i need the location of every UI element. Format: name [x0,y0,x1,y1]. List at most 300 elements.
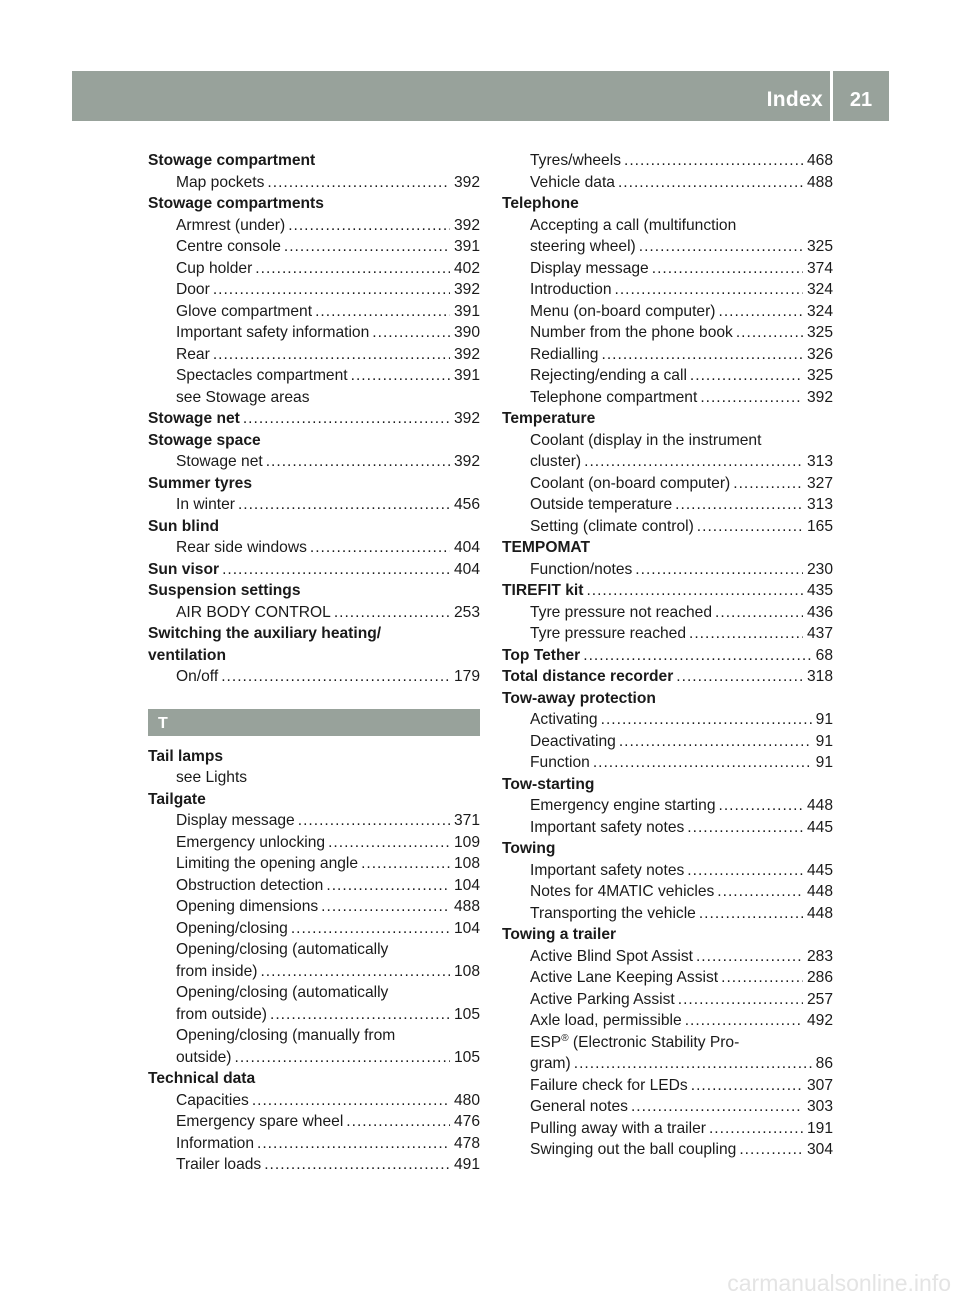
entry-text: Opening dimensions [176,898,319,915]
dot-leader [639,236,803,258]
index-subentry-text: see Lights [176,769,248,786]
dot-leader [221,666,450,688]
entry-text: Important safety information [176,324,370,341]
entry-text: Spectacles compartment [176,367,348,384]
page-reference: 104 [453,919,480,937]
index-subentry [148,365,480,387]
entry-text: Door [176,281,210,298]
entry-text: Obstruction detection [176,876,324,894]
index-subentry [148,215,480,237]
page-reference: 327 [806,474,833,492]
index-subentry [502,903,833,925]
index-subentry [148,451,480,473]
dot-leader [719,795,803,817]
entry-text: Sun visor [148,560,220,578]
page-reference: 478 [453,1134,480,1152]
index-heading: Suspension settings [148,582,301,599]
entry-text: Tyres/wheels [530,152,621,169]
entry-text: Deactivating [530,732,616,750]
entry-text: cluster) [530,453,582,470]
dot-leader [675,494,803,516]
index-subentry [148,344,480,366]
dot-leader [586,580,803,602]
entry-text: Failure check for LEDs [530,1076,688,1094]
index-subentry [148,896,480,918]
page-reference: 109 [453,833,480,851]
dot-leader [699,903,803,925]
index-subentry [502,881,833,903]
index-subentry [502,752,833,774]
dot-leader [697,516,803,538]
page-reference: 402 [453,259,480,277]
index-subentry [502,602,833,624]
index-subentry [148,322,480,344]
index-heading: Stowage space [148,431,261,449]
dot-leader [619,731,812,753]
page-reference: 286 [806,969,833,986]
dot-leader [689,623,803,645]
entry-text: Redialling [530,345,599,363]
index-subentry [148,537,480,559]
page-reference: 325 [806,367,833,384]
page-reference: 374 [806,259,833,277]
page-reference: 437 [806,625,833,642]
entry-text: Armrest (under) [176,216,286,234]
registered-mark: ® [561,1032,569,1044]
index-subentry [148,1047,480,1069]
index-subentry [502,365,833,387]
entry-text: Emergency spare wheel [176,1113,344,1130]
dot-leader [601,709,812,731]
index-subentry [148,853,480,875]
page-reference: 371 [453,812,480,829]
dot-leader [255,258,450,280]
page-reference: 68 [815,646,833,664]
page-reference: 104 [453,876,480,894]
index-heading-entry [148,559,480,581]
index-subentry [148,279,480,301]
page-number: 21 [849,89,873,111]
dot-leader [635,559,803,581]
entry-text: outside) [176,1048,232,1066]
page-reference: 391 [453,367,480,384]
dot-leader [213,344,450,366]
index-subentry [502,451,833,473]
page-reference: 91 [815,732,833,750]
index-subentry [148,1004,480,1026]
dot-leader [252,1090,450,1112]
index-subentry [148,918,480,940]
index-subentry [502,989,833,1011]
entry-text: Telephone compartment [530,388,698,406]
entry-text: Rejecting/ending a call [530,367,687,384]
entry-text: Information [176,1134,255,1152]
entry-text: Display message [530,259,649,277]
dot-leader [321,896,450,918]
page-reference: 230 [806,560,833,578]
entry-text: Transporting the vehicle [530,904,696,922]
entry-text: Axle load, permissible [530,1012,682,1029]
dot-leader [260,961,450,983]
index-subentry [502,387,833,409]
dot-leader [270,1004,450,1026]
page-reference: 391 [453,302,480,320]
dot-leader [238,494,450,516]
page-reference: 105 [453,1005,480,1023]
index-subentry-text: Coolant (display in the instrument [530,431,762,449]
index-subentry [502,279,833,301]
entry-text: General notes [530,1098,628,1115]
dot-leader [601,344,802,366]
dot-leader [691,1075,803,1097]
dot-leader [328,832,450,854]
page-reference: 307 [806,1076,833,1094]
index-subentry [502,817,833,839]
page-reference: 404 [453,539,480,556]
page-reference: 435 [806,582,833,599]
dot-leader [234,1047,449,1069]
index-subentry [502,150,833,172]
index-column-left [148,150,480,1176]
index-heading: Sun blind [148,517,220,535]
index-heading-entry [148,408,480,430]
dot-leader [690,365,803,387]
page-reference: 488 [453,898,480,915]
index-subentry-text: Opening/closing (manually from [176,1027,396,1044]
index-heading: Tailgate [148,790,206,808]
page-reference: 392 [453,345,480,363]
dot-leader [739,1139,803,1161]
dot-leader [266,451,450,473]
entry-text: Tyre pressure not reached [530,603,713,621]
entry-text: Opening/closing [176,919,288,937]
page-reference: 392 [453,281,480,298]
index-heading: TEMPOMAT [502,539,591,556]
entry-text: Introduction [530,281,612,298]
page-reference: 392 [453,453,480,470]
entry-text: Cup holder [176,259,253,277]
page-reference: 326 [806,345,833,363]
dot-leader [574,1053,812,1075]
entry-text: Activating [530,711,598,728]
page-header [72,71,889,121]
entry-text: gram) [530,1055,571,1072]
page-reference: 313 [806,496,833,513]
entry-text: Centre console [176,238,281,255]
dot-leader [361,853,450,875]
entry-text: Top Tether [502,646,581,664]
entry-text: ESP [530,1033,562,1051]
entry-text: Rear [176,345,210,363]
dot-leader [334,602,450,624]
index-subentry [148,602,480,624]
page-reference: 392 [806,388,833,406]
page-reference: 179 [453,668,480,685]
index-column-right [502,150,833,1161]
index-subentry [502,172,833,194]
entry-text: Important safety notes [530,861,685,879]
page-reference: 404 [453,560,480,578]
page-reference: 313 [806,453,833,470]
entry-text: Coolant (on-board computer) [530,474,731,492]
dot-leader [288,215,450,237]
entry-text: Active Lane Keeping Assist [530,969,719,986]
entry-text: Trailer loads [176,1156,262,1173]
dot-leader [700,387,803,409]
index-subentry [502,967,833,989]
entry-text: Emergency engine starting [530,797,716,814]
page-reference: 390 [453,324,480,341]
entry-text: Rear side windows [176,539,307,556]
index-heading: Stowage compartment [148,152,316,169]
page-reference: 488 [806,173,833,191]
page-reference: 392 [453,216,480,234]
index-heading: Towing [502,840,556,857]
page-reference: 391 [453,238,480,255]
entry-text: Emergency unlocking [176,833,326,851]
entry-text: from inside) [176,962,258,980]
index-subentry [502,494,833,516]
page-reference: 325 [806,238,833,255]
dot-leader [310,537,450,559]
dot-leader [264,1154,450,1176]
index-heading: Tow-away protection [502,689,656,707]
entry-text: Function [530,754,590,771]
page-reference: 468 [806,152,833,169]
index-subentry-text: Opening/closing (automatically [176,941,389,958]
index-subentry [148,810,480,832]
entry-text: Outside temperature [530,496,673,513]
index-subentry-text [502,1032,833,1054]
entry-text: steering wheel) [530,238,636,255]
page-reference: 191 [806,1119,833,1137]
dot-leader [709,1118,803,1140]
header-section-title: Index [766,88,823,111]
page-reference: 492 [806,1012,833,1029]
entry-text: Important safety notes [530,818,685,836]
page-reference: 476 [453,1113,480,1130]
index-subentry [502,1139,833,1161]
entry-text: Stowage net [148,410,240,427]
entry-text: Setting (climate control) [530,517,694,535]
index-heading: Telephone [502,195,579,212]
index-subentry-text: see Stowage areas [176,388,310,406]
index-subentry [502,623,833,645]
page-reference: 448 [806,904,833,922]
index-heading-entry [502,666,833,688]
page-reference: 324 [806,302,833,320]
dot-leader [372,322,450,344]
entry-text: TIREFIT kit [502,582,584,599]
index-subentry [148,301,480,323]
index-heading: Switching the auxiliary heating/ [148,625,382,642]
dot-leader [718,301,802,323]
page-reference: 91 [815,711,833,728]
index-subentry [502,946,833,968]
entry-text: On/off [176,668,219,685]
page-reference: 324 [806,281,833,298]
dot-leader [346,1111,450,1133]
index-subentry [148,236,480,258]
dot-leader [631,1096,803,1118]
index-subentry-text: Opening/closing (automatically [176,984,389,1001]
index-heading: Summer tyres [148,474,253,492]
dot-leader [243,408,450,430]
dot-leader [267,172,450,194]
entry-text: Vehicle data [530,173,615,191]
index-subentry [502,1053,833,1075]
dot-leader [717,881,803,903]
page-reference: 480 [453,1091,480,1109]
index-subentry [502,301,833,323]
page-reference: 491 [453,1156,480,1173]
page-reference: 448 [806,883,833,900]
page-reference: 91 [815,754,833,771]
dot-leader [685,1010,803,1032]
index-heading: ventilation [148,646,226,664]
entry-text: Pulling away with a trailer [530,1119,706,1137]
index-subentry [502,795,833,817]
index-subentry [502,1075,833,1097]
index-subentry [502,258,833,280]
entry-text: Total distance recorder [502,668,674,685]
entry-text: Active Blind Spot Assist [530,947,693,965]
entry-text: Stowage net [176,453,263,470]
entry-text: Function/notes [530,560,633,578]
watermark-text: carmanualsonline.info [727,1270,951,1296]
index-subentry [502,516,833,538]
index-heading: Technical data [148,1070,256,1087]
entry-text: Swinging out the ball coupling [530,1141,737,1158]
dot-leader [593,752,812,774]
dot-leader [696,946,803,968]
dot-leader [315,301,450,323]
page-reference: 253 [453,603,480,621]
page-reference: 257 [806,990,833,1008]
page-reference: 445 [806,818,833,836]
index-subentry [148,494,480,516]
entry-text: Capacities [176,1091,249,1109]
dot-leader [715,602,803,624]
dot-leader [298,810,450,832]
entry-text: Number from the phone book [530,324,733,341]
page-reference: 108 [453,855,480,872]
dot-leader [584,451,803,473]
index-subentry [148,1154,480,1176]
entry-text: Display message [176,812,295,829]
index-subentry [148,875,480,897]
index-heading: Tail lamps [148,747,224,765]
page-reference: 303 [806,1098,833,1115]
index-subentry [148,1090,480,1112]
dot-leader [222,559,450,581]
dot-leader [687,817,803,839]
index-subentry [502,322,833,344]
page-reference: 283 [806,947,833,965]
index-subentry [502,1010,833,1032]
index-subentry [502,731,833,753]
entry-text: Tyre pressure reached [530,625,687,642]
page-reference: 86 [815,1055,833,1072]
page-reference: 456 [453,496,480,513]
index-subentry [148,666,480,688]
page-reference: 448 [806,797,833,814]
section-letter-bar: T [148,709,480,736]
page-reference: 436 [806,603,833,621]
dot-leader [618,172,803,194]
dot-leader [721,967,803,989]
dot-leader [624,150,803,172]
index-subentry [148,1111,480,1133]
index-subentry [502,236,833,258]
index-subentry [502,344,833,366]
index-subentry [148,172,480,194]
dot-leader [583,645,811,667]
dot-leader [652,258,803,280]
entry-text: Map pockets [176,173,265,191]
page-reference: 392 [453,410,480,427]
dot-leader [291,918,450,940]
entry-text: Active Parking Assist [530,990,675,1008]
page-reference: 304 [806,1141,833,1158]
index-subentry [148,1133,480,1155]
dot-leader [678,989,803,1011]
entry-text-continued: (Electronic Stability Pro- [568,1033,740,1051]
entry-text: Limiting the opening angle [176,855,359,872]
entry-text: from outside) [176,1005,267,1023]
index-subentry [148,961,480,983]
page-reference: 318 [806,668,833,685]
page-reference: 165 [806,517,833,535]
index-subentry [502,559,833,581]
entry-text: AIR BODY CONTROL [176,603,331,621]
index-subentry [502,1096,833,1118]
entry-text: Glove compartment [176,302,313,320]
dot-leader [213,279,450,301]
dot-leader [736,322,803,344]
dot-leader [326,875,450,897]
index-subentry [148,258,480,280]
index-subentry [502,1118,833,1140]
page-reference: 325 [806,324,833,341]
entry-text: In winter [176,496,235,513]
entry-text: Notes for 4MATIC vehicles [530,883,715,900]
index-subentry [502,860,833,882]
index-subentry [502,709,833,731]
index-heading: Stowage compartments [148,195,324,212]
page-reference: 392 [453,173,480,191]
dot-leader [687,860,803,882]
dot-leader [733,473,803,495]
dot-leader [676,666,803,688]
index-heading-entry [502,580,833,602]
index-subentry [502,473,833,495]
dot-leader [284,236,450,258]
dot-leader [351,365,450,387]
index-heading: Temperature [502,410,596,427]
dot-leader [615,279,803,301]
index-heading: Towing a trailer [502,926,617,943]
index-heading: Tow-starting [502,775,595,793]
entry-text: Menu (on-board computer) [530,302,716,320]
page-reference: 445 [806,861,833,879]
page-reference: 105 [453,1048,480,1066]
dot-leader [257,1133,450,1155]
index-subentry [148,832,480,854]
index-heading-entry [502,645,833,667]
page-reference: 108 [453,962,480,980]
index-subentry-text: Accepting a call (multifunction [530,216,737,234]
